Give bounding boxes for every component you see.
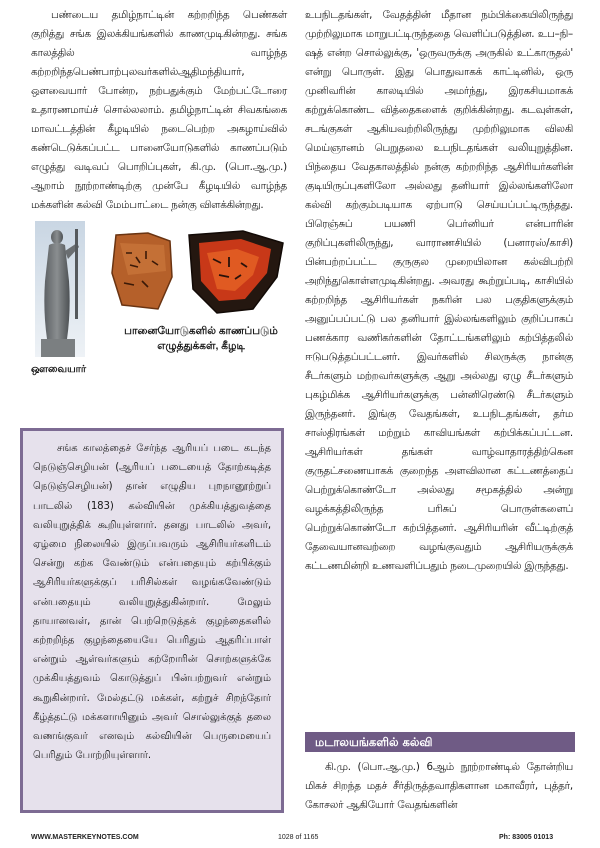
avvaiyar-statue-image (35, 221, 85, 357)
highlight-box-text: சங்க காலத்தைச் சேர்ந்த ஆரியப் படை கடந்த நெடுஞ்செழியன் (ஆரியப் படையைத் தோற்கடித்த நெடுஞ்செழியன்) தான் எழுதிய புறநானூற்றுப் பாடலில் (183) கல்வியின் முக்கியத்துவத்தை வலியுறுத்திக் கூறியுள்ளார். தனது பாடலில் அவர், ஏழ்மை நிலையில் இருப்பவரும் ஆசிரியர்களிடம் சென்று கற்க வேண்டும் என்பதையும் கற்பிக்கும் ஆசிரியர்களுக்குப் பரிசில்கள் வழங்கவேண்டும் என்பதையும் வலியுறுத்துகின்றார். மேலும் தாயானவள், தான் பெற்றெடுத்தக் குழந்தைகளில் கற்றறிந்த குழந்தையையே பெரிதும் ஆதரிப்பாள் என்றும் ஆள்வர்களும் கற்றோரின் சொற்களுக்கே முக்கியத்துவம் கொடுத்துப் பின்பற்றுவர் என்றும் கூறுகின்றார். மேல்தட்டு மக்கள், கற்றுச் சிறந்தோர் கீழ்த்தட்டு மக்களாயினும் அவர் சொல்லுக்குத் தலை வணங்குவர் எனவும் கல்வியின் பெருமையைப் பெரிதும் போற்றியுள்ளார். (33, 443, 271, 762)
sherd-caption: பானையோடுகளில் காணப்படும் எழுத்துக்கள், கீழடி (124, 325, 278, 352)
upanishad-paragraph: உபநிடதங்கள், வேதத்தின் மீதான நம்பிக்கையிலிருந்து முற்றிலுமாக மாறுபட்டிருந்ததை வெளிப்படுத்தின. உப–நி–ஷத் என்ற சொல்லுக்கு, 'ஒருவருக்கு அருகில் உட்காருதல்' என்று பொருள். இது பொதுவாகக் காட்டினில், ஒரு முனிவரின் காலடியில் அமர்ந்து, இரகசியமாகக் கற்றுக்கொண்ட வித்தைகளைக் குறிக்கின்றது. கடவுள்கள், சடங்குகள் ஆகியவற்றிலிருந்து முற்றிலுமாக விலகி மெய்ஞானம் பெறுதலை உபநிடதங்கள் வலியுறுத்தின. பிந்தைய வேதகாலத்தில் நன்கு கற்றறிந்த ஆசிரியர்களின் குடியிருப்புகளிலோ அல்லது தனியார் இல்லங்களிலோ கல்வி கற்கும்படியாக ஏற்பாடு செய்யப்பட்டிருந்தது. பிரெஞ்சுப் பயணி பெர்னியர் என்பாரின் குறிப்புகளிலிருந்து, வாராணசியில் (பனாரஸ்/காசி) பின்பற்றப்பட்ட குருகுல முறையிலான கல்விபற்றி அறிந்துகொள்ளமுடிகின்றது. அவரது கூற்றுப்படி, காசியில் கற்றறிந்த ஆசிரியர்கள் நகரின் பல பகுதிகளுக்கும் அனுப்பப்பட்டு பல தனியார் இல்லங்களிலும் குறிப்பாகப் பணக்கார வணிகர்களின் தோட்டங்களிலும் கற்பித்தலில் ஈடுபடுத்தப்பட்டனர். இவர்களில் சிலருக்கு நான்கு சீடர்களும் மற்றவர்களுக்கு ஆறு அல்லது ஏழு சீடர்களும் புகழ்மிக்க ஆசிரியர்களுக்கு பன்னிரெண்டு சீடர்களும் இருந்தனர். இங்கு வேதங்கள், உபநிடதங்கள், தர்ம சாஸ்திரங்கள் மற்றும் காவியங்கள் கற்பிக்கப்பட்டன. ஆசிரியர்கள் தங்கள் வாழ்வாதாரத்திற்கென குருதட்சணையாகக் குறைந்த அளவிலான கட்டணத்தைப் பெற்றுக்கொண்டோ அல்லது சமூகத்தில் அன்று வழக்கத்திலிருந்த பரிசுப் பொருள்களைப் பெற்றுக்கொண்டோ கற்பித்தனர். ஆசிரியரின் வீட்டிற்குத் தேவையானவற்றை வழங்குவதும் ஆசிரியருக்குக் கட்டணமின்றி உணவளிப்பதும் நடைமுறையில் இருந்தது. (305, 9, 573, 572)
intro-paragraph: பண்டைய தமிழ்நாட்டின் கற்றறிந்த பெண்கள் குறித்து சங்க இலக்கியங்களில் காணமுடிகின்றது. சங்க காலத்தில் வாழ்ந்த கற்றறிந்தபெண்பாற்புலவர்களில்ஆதிமந்தியார், ஔவையார் போன்ற, நற்பதுக்கும் மேற்பட்டோரை உதாரணமாய்ச் சொல்லலாம். தமிழ்நாட்டின் சிவகங்கை மாவட்டத்தின் கீழடியில் நடைபெற்ற அகழாய்வில் கண்டெடுக்கப்பட்ட பானையோடுகளில் காணப்படும் எழுத்து வடிவப் பொறிப்புகள், கி.மு. (பொ.ஆ.மு.) ஆறாம் நூற்றாண்டிற்கு முன்பே கீழடியில் வாழ்ந்த மக்களின் கல்வி மேம்பாட்டை நன்கு விளக்கின்றது. (31, 9, 287, 211)
figure-group (31, 221, 287, 387)
highlight-box (20, 428, 284, 813)
section-heading: மடாலயங்களில் கல்வி (305, 732, 575, 752)
pot-sherd-image-right (183, 229, 287, 317)
statue-caption: ஔவையார் (31, 364, 87, 375)
pot-sherd-image-left (108, 231, 176, 313)
section-body (305, 758, 573, 815)
footer-website: WWW.MASTERKEYNOTES.COM (31, 834, 139, 841)
section-paragraph: கி.மு. (பொ.ஆ.மு.) 6ஆம் நூற்றாண்டில் தோன்றிய மிகச் சிறந்த மதச் சீர்திருத்தவாதிகளான மகாவீரர், புத்தர், கோசலர் ஆகியோர் வேதங்களின் (305, 761, 573, 811)
left-column (31, 6, 287, 387)
right-column (305, 6, 573, 576)
footer-page-number: 1028 of 1165 (278, 834, 319, 841)
footer-phone: Ph: 83005 01013 (499, 834, 554, 841)
